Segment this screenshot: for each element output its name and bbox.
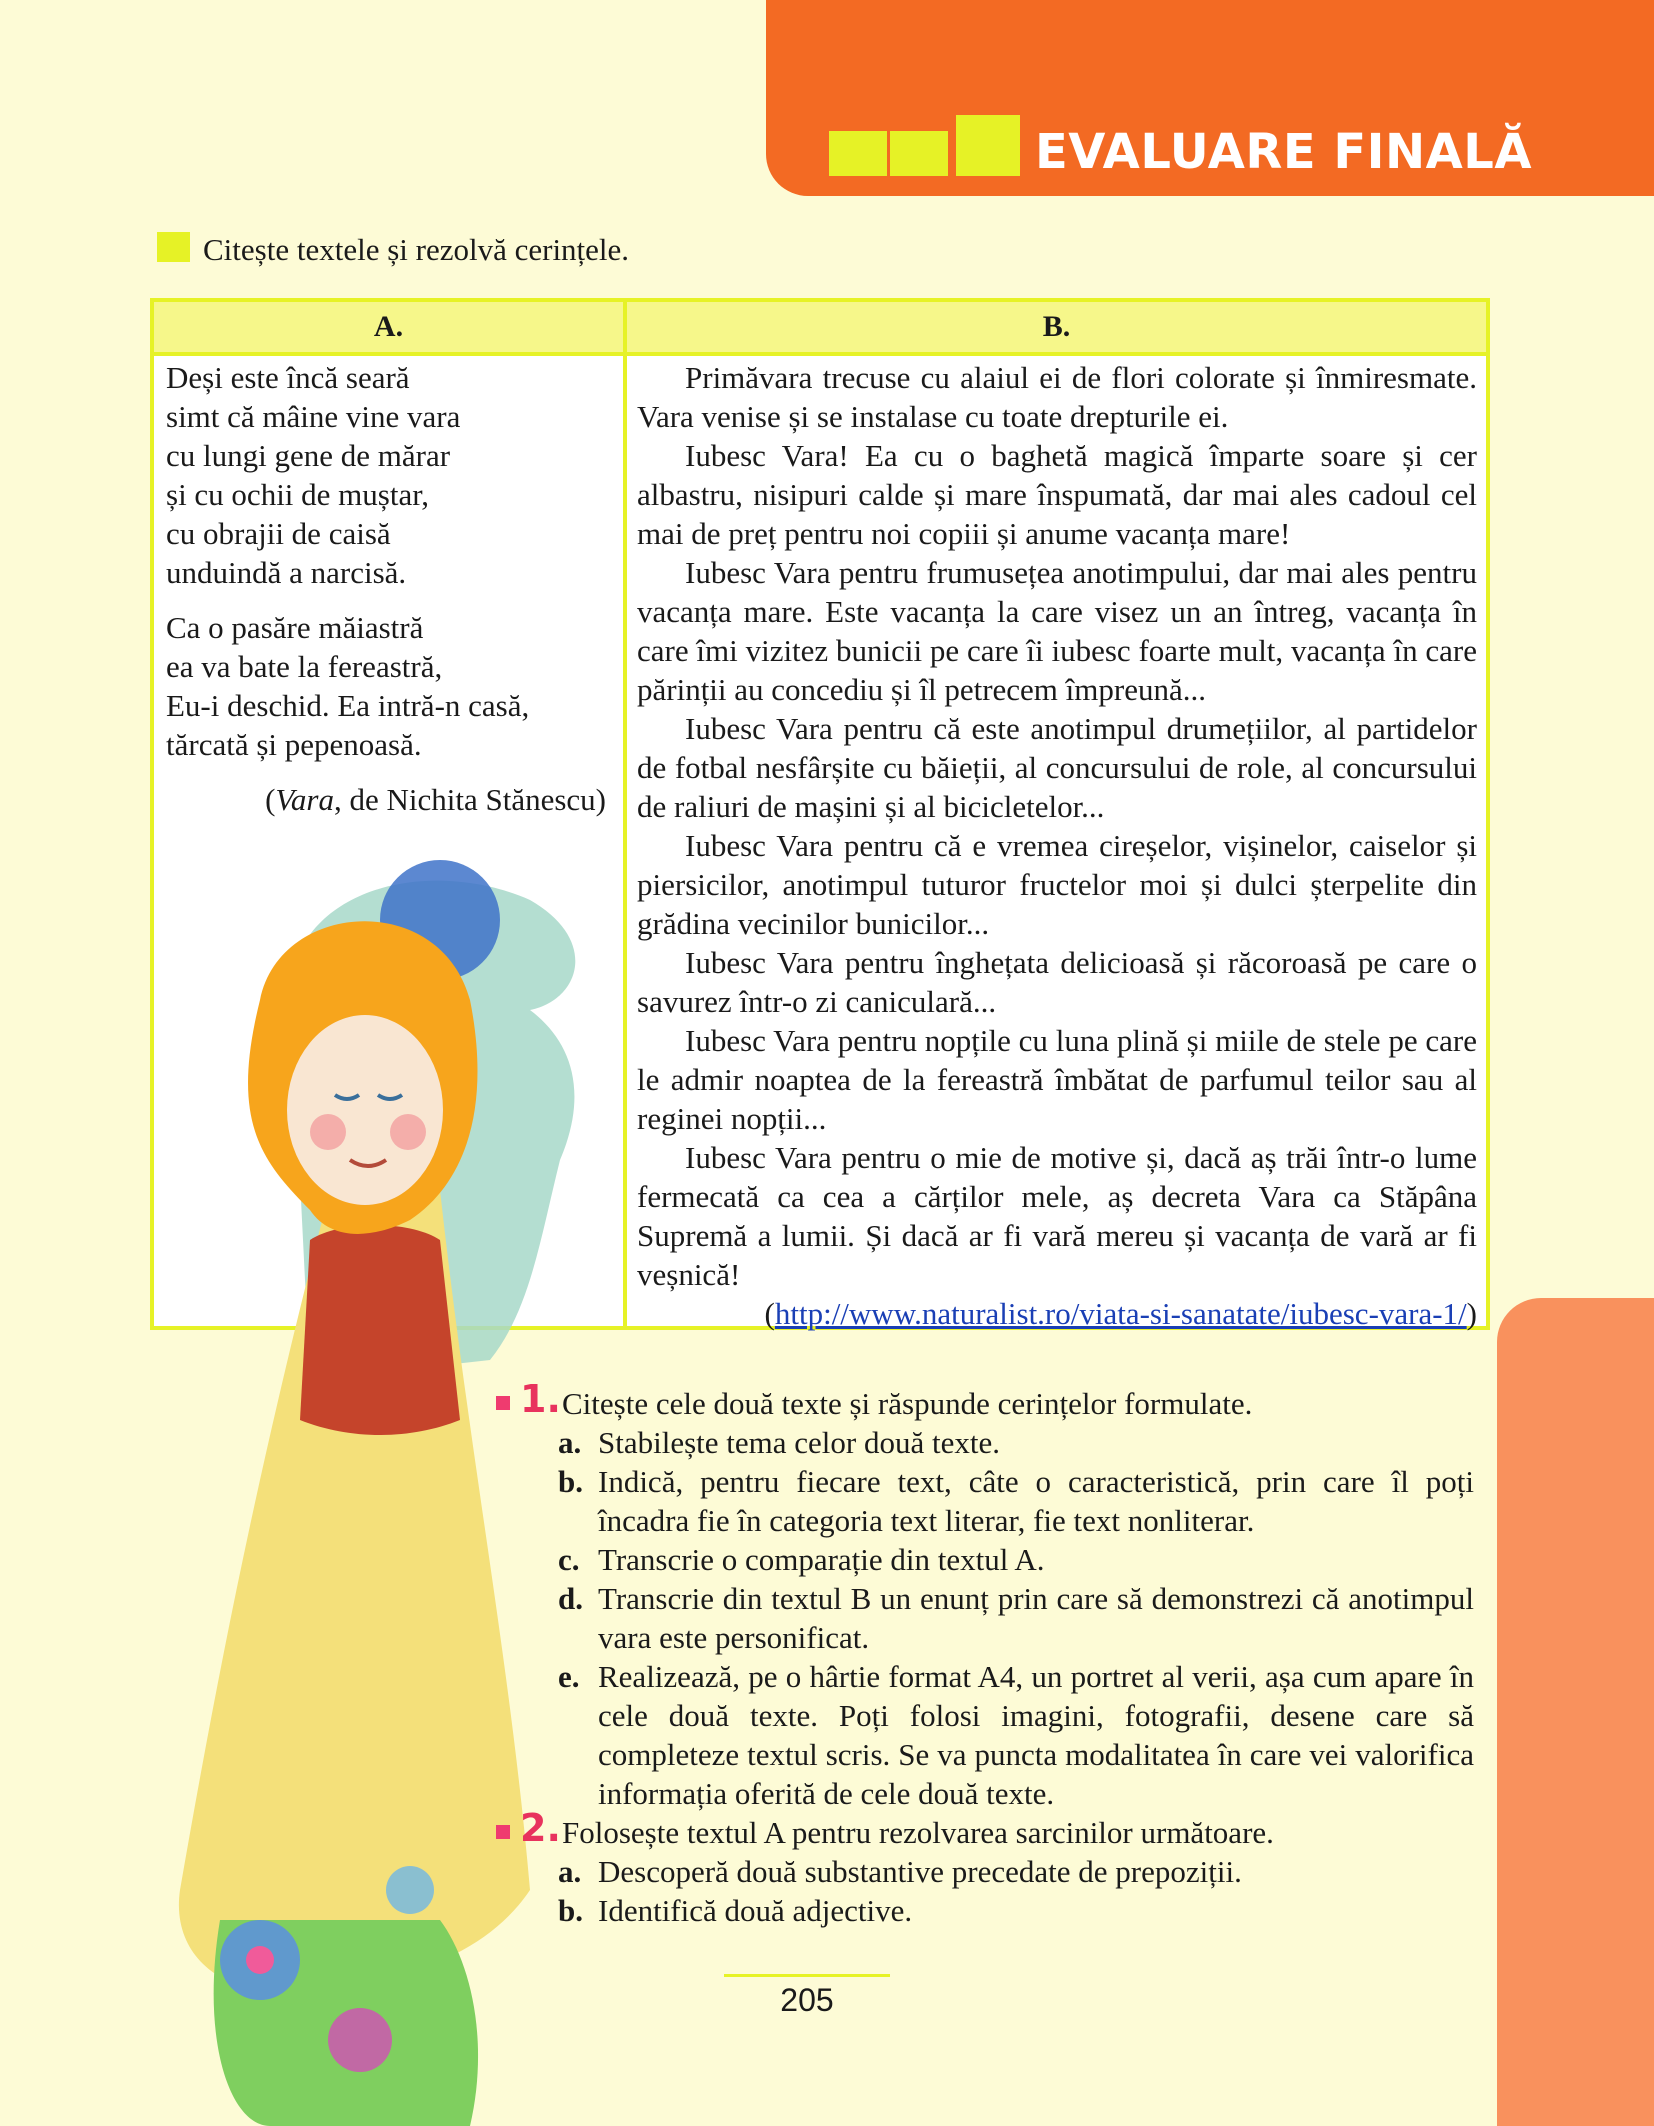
item-letter: b. (558, 1893, 583, 1928)
poem-line: cu lungi gene de mărar (166, 438, 451, 473)
poem-line: Ca o pasăre măiastră (166, 610, 424, 645)
prose-paragraph: Iubesc Vara pentru nopțile cu luna plină și miile de stele pe care le admir noaptea de la fereastră îmbătat de parfumul teilor sau al reginei nopții... (637, 1023, 1477, 1136)
prose-paragraph: Iubesc Vara pentru că e vremea cireșelor, vișinelor, caiselor și piersicilor, anotimpul tuturor fructelor moi și dulci șterpelite din grădina vecinilor bunicilor... (637, 828, 1477, 941)
header-square-2 (890, 131, 948, 176)
item-letter: b. (558, 1464, 583, 1499)
source-link[interactable]: http://www.naturalist.ro/viata-si-sanatate/iubesc-vara-1/ (774, 1296, 1467, 1331)
task-text: Folosește textul A pentru rezolvarea sarcinilor următoare. (562, 1815, 1274, 1850)
item-text: Transcrie o comparație din textul A. (598, 1542, 1045, 1577)
item-text: Realizează, pe o hârtie format A4, un portret al verii, așa cum apare în cele două texte. Poți folosi imagini, fotografii, desene care să completeze textul scris. Se va puncta modalitatea în care vei valorifica informația oferită de cele două texte. (598, 1659, 1474, 1811)
task-2 (492, 1806, 1474, 1852)
item-letter: e. (558, 1659, 580, 1694)
prose-text-b (637, 358, 1477, 1333)
task-2-item-a (492, 1852, 1474, 1891)
task-number: 1. (520, 1377, 561, 1421)
item-text: Identifică două adjective. (598, 1893, 913, 1928)
column-a-header: A. (154, 302, 623, 352)
item-letter: c. (558, 1542, 580, 1577)
header-square-3 (956, 115, 1020, 176)
prose-source: (http://www.naturalist.ro/viata-si-sanatate/iubesc-vara-1/) (764, 1296, 1477, 1331)
prose-paragraph: Iubesc Vara! Ea cu o baghetă magică împarte soare și cer albastru, nisipuri calde și mare înspumată, dar mai ales cadoul cel mai de preț pentru noi copiii și anume vacanța mare! (637, 438, 1477, 551)
instruction-square-icon (157, 232, 190, 262)
task-bullet-icon (496, 1825, 510, 1839)
poem-stanza-1 (166, 358, 606, 592)
task-1-item-a (492, 1423, 1474, 1462)
task-2-item-b (492, 1891, 1474, 1930)
task-text: Citește cele două texte și răspunde cerințelor formulate. (562, 1386, 1253, 1421)
poem-line: simt că mâine vine vara (166, 399, 461, 434)
prose-paragraph: Iubesc Vara pentru frumusețea anotimpului, dar mai ales pentru vacanța mare. Este vacanța la care visez un an întreg, vacanța în care îmi vizitez bunicii pe care îi iubesc foarte mult, vacanța în care părinții au concediu și îl petrecem împreună... (637, 555, 1477, 707)
poem-source-author: , de Nichita Stănescu) (333, 782, 606, 817)
poem-line: tărcată și pepenoasă. (166, 727, 422, 762)
item-letter: a. (558, 1854, 582, 1889)
poem-source-title: Vara (275, 782, 334, 817)
prose-paragraph: Iubesc Vara pentru înghețata delicioasă și răcoroasă pe care o savurez într-o zi caniculară... (637, 945, 1477, 1019)
poem-text-a (166, 358, 606, 819)
item-letter: a. (558, 1425, 582, 1460)
task-bullet-icon (496, 1396, 510, 1410)
item-text: Stabilește tema celor două texte. (598, 1425, 1000, 1460)
prose-paragraph: Iubesc Vara pentru o mie de motive și, dacă aș trăi într-o lume fermecată ca cea a cărților mele, aș decreta Vara ca Stăpâna Supremă a lumii. Și dacă ar fi vară mereu și vacanța de vară ar fi veșnică! (637, 1140, 1477, 1292)
prose-paragraph: Primăvara trecuse cu alaiul ei de flori colorate și înmiresmate. Vara venise și se instalase cu toate drepturile ei. (637, 360, 1477, 434)
poem-line: ea va bate la fereastră, (166, 649, 443, 684)
tasks-section (492, 1377, 1474, 1930)
poem-line: unduindă a narcisă. (166, 555, 407, 590)
column-b-header: B. (627, 302, 1486, 352)
table-header-divider (154, 352, 1486, 356)
page-number-rule (724, 1974, 890, 1977)
poem-line: Eu-i deschid. Ea intră-n casă, (166, 688, 530, 723)
poem-line: Deși este încă seară (166, 360, 410, 395)
header-square-1 (829, 131, 887, 176)
item-letter: d. (558, 1581, 583, 1616)
item-text: Transcrie din textul B un enunț prin care să demonstrezi că anotimpul vara este personificat. (598, 1581, 1474, 1655)
task-number: 2. (520, 1806, 561, 1850)
side-tab (1497, 1298, 1654, 2126)
poem-line: cu obrajii de caisă (166, 516, 391, 551)
task-1-item-d (492, 1579, 1474, 1657)
task-1 (492, 1377, 1474, 1423)
poem-source: (Vara, de Nichita Stănescu) (265, 782, 606, 817)
task-1-item-e (492, 1657, 1474, 1813)
poem-line: și cu ochii de muștar, (166, 477, 430, 512)
item-text: Descoperă două substantive precedate de prepoziții. (598, 1854, 1242, 1889)
page-number: 205 (780, 1982, 834, 2018)
item-text: Indică, pentru fiecare text, câte o caracteristică, prin care îl poți încadra fie în categoria text literar, fie text nonliterar. (598, 1464, 1474, 1538)
instruction-text: Citește textele și rezolvă cerințele. (203, 232, 630, 267)
task-1-item-c (492, 1540, 1474, 1579)
page-title: EVALUARE FINALĂ (1035, 124, 1533, 180)
task-1-item-b (492, 1462, 1474, 1540)
prose-paragraph: Iubesc Vara pentru că este anotimpul drumețiilor, al partidelor de fotbal nesfârșite cu băieții, al concursului de role, al concursului de raliuri de mașini și al bicicletelor... (637, 711, 1477, 824)
poem-stanza-2 (166, 608, 606, 764)
